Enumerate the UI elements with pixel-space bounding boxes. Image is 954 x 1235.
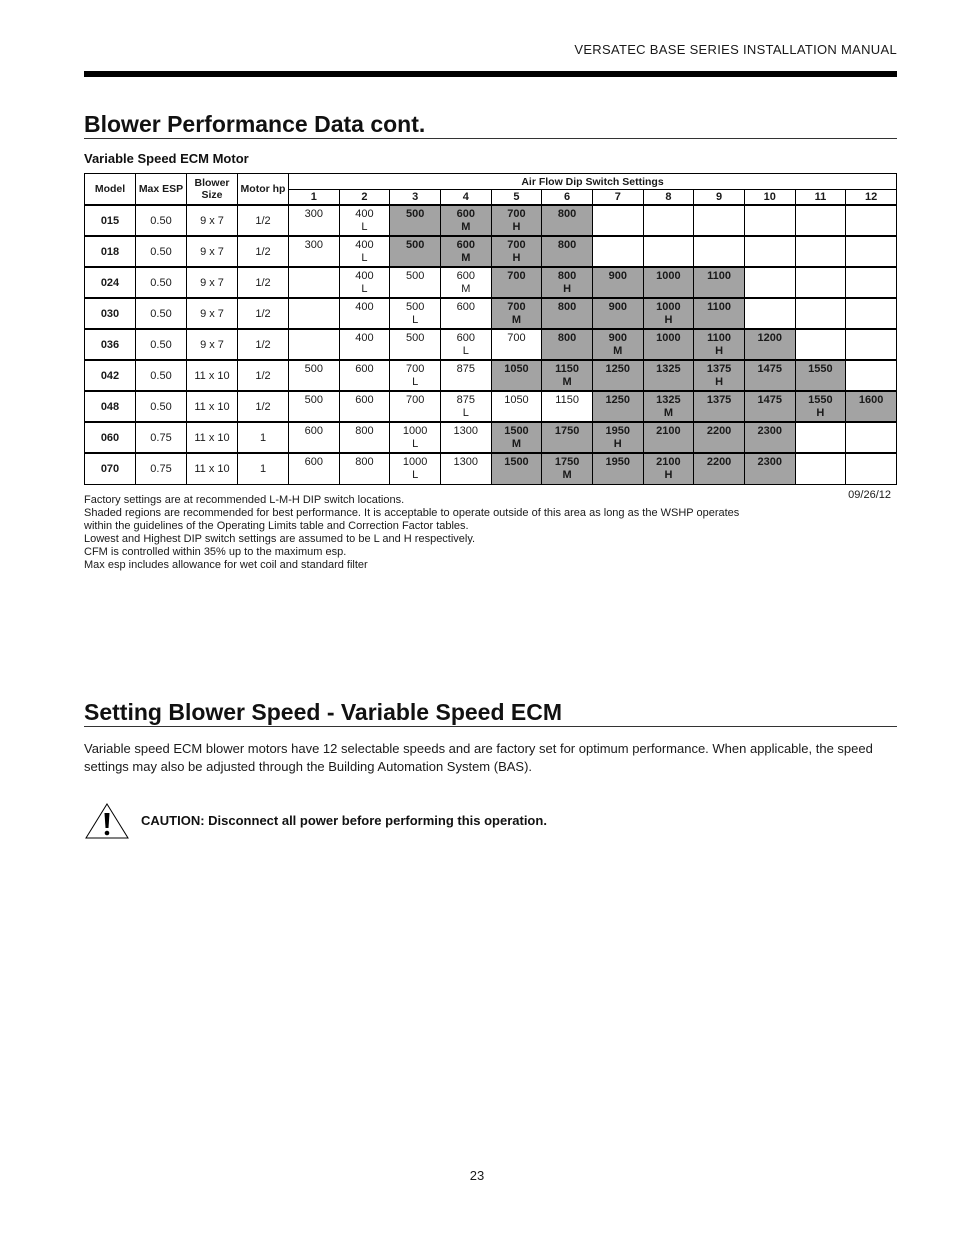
airflow-cell: [744, 391, 795, 422]
cfm-value: 500: [304, 394, 323, 406]
airflow-cell: [744, 329, 795, 360]
max-esp-cell: 0.75: [136, 453, 187, 484]
airflow-cell: [795, 422, 846, 453]
max-esp-cell: 0.50: [136, 267, 187, 298]
motor-hp-cell: 1/2: [238, 236, 289, 267]
model-cell: 060: [85, 422, 136, 453]
motor-hp-cell: 1/2: [238, 298, 289, 329]
airflow-cell: [339, 453, 390, 484]
cfm-value: 2300: [757, 456, 782, 468]
note-line: Factory settings are at recommended L-M-H DIP switch locations.: [84, 494, 405, 506]
speed-marker: L: [462, 345, 469, 357]
header-motor-hp: Motor hp: [238, 174, 289, 206]
cfm-value: 1750: [554, 456, 580, 468]
airflow-cell: [390, 422, 441, 453]
cfm-value: 600: [456, 208, 475, 220]
speed-marker: H: [715, 376, 724, 388]
airflow-cell: [694, 422, 745, 453]
airflow-cell: [542, 453, 593, 484]
airflow-cell: [592, 453, 643, 484]
speed-marker: M: [461, 283, 471, 295]
airflow-cell: [846, 360, 897, 391]
cfm-value: 500: [405, 270, 425, 282]
speed-marker: M: [511, 314, 522, 326]
cfm-value: 800: [557, 239, 577, 251]
airflow-cell: [643, 360, 694, 391]
airflow-cell: [390, 360, 441, 391]
cfm-value: 700: [507, 301, 526, 313]
airflow-cell: [846, 329, 897, 360]
motor-hp-cell: 1/2: [238, 329, 289, 360]
airflow-cell: [542, 360, 593, 391]
section-title-blower-performance: Blower Performance Data cont.: [84, 110, 897, 139]
speed-marker: L: [412, 438, 419, 450]
blower-size-cell: 11 x 10: [187, 422, 238, 453]
cfm-value: 1300: [453, 425, 479, 437]
speed-marker: M: [613, 345, 623, 357]
cfm-value: 1500: [504, 456, 529, 468]
airflow-cell: [339, 236, 390, 267]
cfm-value: 1150: [555, 394, 579, 406]
header-max-esp: Max ESP: [136, 174, 187, 206]
airflow-cell: [744, 236, 795, 267]
airflow-cell: [339, 205, 390, 236]
header-setting-7: 7: [592, 190, 643, 206]
airflow-cell: [440, 267, 491, 298]
airflow-cell: [440, 236, 491, 267]
airflow-cell: [289, 422, 340, 453]
airflow-cell: [694, 391, 745, 422]
cfm-value: 700: [507, 332, 526, 344]
model-cell: 018: [85, 236, 136, 267]
airflow-cell: [289, 329, 340, 360]
airflow-cell: [542, 298, 593, 329]
model-cell: 070: [85, 453, 136, 484]
cfm-value: 800: [557, 208, 577, 220]
airflow-cell: [390, 236, 441, 267]
cfm-value: 1325: [656, 394, 681, 406]
airflow-cell: [440, 453, 491, 484]
cfm-value: 500: [405, 301, 425, 313]
airflow-cell: [390, 298, 441, 329]
cfm-value: 600: [304, 425, 323, 437]
motor-hp-cell: 1/2: [238, 267, 289, 298]
note-line: within the guidelines of the Operating Limits table and Correction Factor tables.: [84, 520, 469, 532]
airflow-cell: [289, 205, 340, 236]
blower-size-cell: 11 x 10: [187, 453, 238, 484]
cfm-value: 1050: [504, 363, 529, 375]
cfm-value: 1250: [605, 363, 630, 375]
cfm-value: 875: [456, 394, 475, 406]
cfm-value: 600: [355, 363, 374, 375]
airflow-cell: [694, 205, 745, 236]
header-setting-9: 9: [694, 190, 745, 206]
airflow-cell: [643, 205, 694, 236]
cfm-value: 800: [557, 270, 577, 282]
airflow-cell: [289, 267, 340, 298]
airflow-cell: [795, 205, 846, 236]
cfm-value: 1000: [656, 301, 681, 313]
airflow-cell: [846, 267, 897, 298]
airflow-cell: [491, 422, 542, 453]
cfm-value: 600: [304, 456, 323, 468]
section-title-setting-blower-speed: Setting Blower Speed - Variable Speed ECM: [84, 698, 897, 727]
airflow-cell: [694, 453, 745, 484]
cfm-value: 900: [608, 332, 627, 344]
cfm-value: 700: [405, 363, 425, 375]
table-row: [85, 205, 897, 236]
airflow-cell: [491, 360, 542, 391]
cfm-value: 2100: [656, 456, 681, 468]
cfm-value: 1325: [656, 363, 681, 375]
airflow-cell: [491, 453, 542, 484]
cfm-value: 400: [355, 270, 374, 282]
airflow-cell: [542, 422, 593, 453]
speed-marker: H: [715, 345, 724, 357]
header-setting-1: 1: [289, 190, 340, 206]
speed-marker: L: [462, 407, 469, 419]
airflow-cell: [643, 453, 694, 484]
blower-performance-table: [84, 173, 897, 485]
airflow-cell: [440, 298, 491, 329]
airflow-cell: [289, 391, 340, 422]
cfm-value: 1475: [757, 394, 782, 406]
header-setting-3: 3: [390, 190, 441, 206]
speed-marker: H: [512, 221, 521, 233]
airflow-cell: [390, 391, 441, 422]
airflow-cell: [339, 391, 390, 422]
cfm-value: 875: [456, 363, 475, 375]
airflow-cell: [440, 360, 491, 391]
max-esp-cell: 0.50: [136, 236, 187, 267]
cfm-value: 300: [304, 208, 323, 220]
header-blower-size: Blower Size: [187, 174, 238, 206]
airflow-cell: [339, 329, 390, 360]
airflow-cell: [744, 422, 795, 453]
airflow-cell: [846, 236, 897, 267]
table-row: [85, 298, 897, 329]
cfm-value: 1100: [707, 270, 732, 282]
model-cell: 015: [85, 205, 136, 236]
model-cell: 024: [85, 267, 136, 298]
airflow-cell: [744, 360, 795, 391]
airflow-cell: [592, 391, 643, 422]
airflow-cell: [694, 236, 745, 267]
blower-size-cell: 9 x 7: [187, 205, 238, 236]
airflow-cell: [795, 298, 846, 329]
cfm-value: 600: [456, 301, 475, 313]
cfm-value: 1600: [858, 394, 884, 406]
motor-hp-cell: 1: [238, 422, 289, 453]
motor-hp-cell: 1/2: [238, 360, 289, 391]
airflow-cell: [643, 236, 694, 267]
airflow-cell: [744, 453, 795, 484]
blower-size-cell: 11 x 10: [187, 391, 238, 422]
airflow-cell: [542, 329, 593, 360]
airflow-cell: [289, 236, 340, 267]
max-esp-cell: 0.50: [136, 360, 187, 391]
cfm-value: 700: [507, 239, 526, 251]
airflow-cell: [542, 267, 593, 298]
airflow-cell: [846, 391, 897, 422]
note-line: Max esp includes allowance for wet coil and standard filter: [84, 559, 368, 571]
header-model: Model: [85, 174, 136, 206]
airflow-cell: [491, 236, 542, 267]
cfm-value: 400: [355, 208, 374, 220]
cfm-value: 300: [304, 239, 323, 251]
blower-size-cell: 9 x 7: [187, 329, 238, 360]
speed-marker: M: [461, 221, 471, 233]
airflow-cell: [643, 298, 694, 329]
airflow-cell: [542, 391, 593, 422]
speed-marker: H: [563, 283, 572, 295]
model-cell: 042: [85, 360, 136, 391]
warning-triangle-icon: [84, 802, 130, 840]
cfm-value: 1000: [656, 270, 681, 282]
cfm-value: 1375: [706, 394, 732, 406]
motor-hp-cell: 1: [238, 453, 289, 484]
table-row: [85, 360, 897, 391]
speed-marker: M: [511, 438, 522, 450]
cfm-value: 700: [405, 394, 425, 406]
model-cell: 030: [85, 298, 136, 329]
airflow-cell: [744, 298, 795, 329]
blower-size-cell: 9 x 7: [187, 236, 238, 267]
cfm-value: 1475: [757, 363, 782, 375]
cfm-value: 800: [557, 332, 577, 344]
caution-message: CAUTION: Disconnect all power before performing this operation.: [141, 813, 547, 828]
speed-marker: L: [361, 221, 368, 233]
note-line: Lowest and Highest DIP switch settings are assumed to be L and H respectively.: [84, 533, 476, 545]
table-row: [85, 391, 897, 422]
setting-description: Variable speed ECM blower motors have 12 selectable speeds and are factory set for optimum performance. When applicable, the speed settings may also be adjusted through the Building Automation System (BAS).: [84, 741, 873, 774]
cfm-value: 400: [355, 332, 374, 344]
airflow-cell: [440, 329, 491, 360]
cfm-value: 1000: [402, 456, 428, 468]
header-setting-8: 8: [643, 190, 694, 206]
cfm-value: 1500: [504, 425, 529, 437]
manual-title: VERSATEC BASE SERIES INSTALLATION MANUAL: [574, 42, 897, 57]
cfm-value: 1000: [656, 332, 681, 344]
note-line: Shaded regions are recommended for best performance. It is acceptable to operate outside of this area as long as the WSHP operates: [84, 507, 740, 519]
cfm-value: 600: [456, 332, 475, 344]
cfm-value: 400: [355, 239, 374, 251]
airflow-cell: [592, 360, 643, 391]
cfm-value: 1100: [707, 332, 732, 344]
speed-marker: M: [562, 469, 572, 481]
header-setting-12: 12: [846, 190, 897, 206]
speed-marker: M: [663, 407, 673, 419]
cfm-value: 1750: [554, 425, 580, 437]
cfm-value: 500: [405, 208, 425, 220]
airflow-cell: [795, 360, 846, 391]
speed-marker: L: [361, 252, 368, 264]
cfm-value: 1050: [504, 394, 529, 406]
airflow-cell: [795, 453, 846, 484]
motor-hp-cell: 1/2: [238, 205, 289, 236]
speed-marker: H: [512, 252, 521, 264]
airflow-cell: [491, 298, 542, 329]
table-row: [85, 422, 897, 453]
airflow-cell: [491, 267, 542, 298]
airflow-cell: [846, 422, 897, 453]
airflow-cell: [440, 205, 491, 236]
airflow-cell: [592, 422, 643, 453]
cfm-value: 2200: [706, 425, 732, 437]
speed-marker: L: [412, 376, 419, 388]
airflow-cell: [846, 205, 897, 236]
table-row: [85, 267, 897, 298]
cfm-value: 2300: [757, 425, 782, 437]
blower-size-cell: 9 x 7: [187, 298, 238, 329]
airflow-cell: [643, 267, 694, 298]
cfm-value: 2200: [706, 456, 732, 468]
model-cell: 036: [85, 329, 136, 360]
cfm-value: 800: [355, 425, 374, 437]
motor-hp-cell: 1/2: [238, 391, 289, 422]
cfm-value: 600: [456, 270, 475, 282]
airflow-cell: [694, 298, 745, 329]
airflow-cell: [440, 391, 491, 422]
cfm-value: 1100: [707, 301, 732, 313]
cfm-value: 500: [405, 332, 425, 344]
airflow-cell: [390, 453, 441, 484]
cfm-value: 1300: [453, 456, 479, 468]
airflow-cell: [846, 453, 897, 484]
speed-marker: H: [816, 407, 825, 419]
speed-marker: H: [664, 469, 673, 481]
note-line: CFM is controlled within 35% up to the maximum esp.: [84, 546, 347, 558]
cfm-value: 2100: [656, 425, 681, 437]
cfm-value: 600: [456, 239, 475, 251]
header-setting-5: 5: [491, 190, 542, 206]
airflow-cell: [694, 329, 745, 360]
airflow-cell: [542, 236, 593, 267]
max-esp-cell: 0.75: [136, 422, 187, 453]
header-setting-11: 11: [795, 190, 846, 206]
page-number: 23: [469, 1168, 485, 1183]
airflow-cell: [592, 298, 643, 329]
cfm-value: 600: [355, 394, 374, 406]
cfm-value: 1200: [757, 332, 782, 344]
cfm-value: 500: [405, 239, 425, 251]
airflow-cell: [744, 267, 795, 298]
speed-marker: L: [361, 283, 368, 295]
airflow-cell: [289, 453, 340, 484]
airflow-cell: [491, 205, 542, 236]
cfm-value: 700: [507, 270, 526, 282]
airflow-cell: [339, 422, 390, 453]
cfm-value: 900: [608, 301, 627, 313]
cfm-value: 500: [304, 363, 323, 375]
airflow-cell: [390, 329, 441, 360]
model-cell: 048: [85, 391, 136, 422]
airflow-cell: [440, 422, 491, 453]
airflow-cell: [542, 205, 593, 236]
speed-marker: L: [412, 469, 419, 481]
cfm-value: 1950: [605, 456, 630, 468]
airflow-cell: [390, 267, 441, 298]
speed-marker: L: [412, 314, 419, 326]
airflow-cell: [289, 298, 340, 329]
speed-marker: H: [613, 438, 622, 450]
airflow-cell: [592, 267, 643, 298]
airflow-cell: [592, 329, 643, 360]
speed-marker: M: [461, 252, 471, 264]
airflow-cell: [795, 391, 846, 422]
blower-size-cell: 11 x 10: [187, 360, 238, 391]
cfm-value: 900: [608, 270, 627, 282]
header-airflow-settings: Air Flow Dip Switch Settings: [289, 174, 897, 190]
airflow-cell: [744, 205, 795, 236]
max-esp-cell: 0.50: [136, 329, 187, 360]
airflow-cell: [846, 298, 897, 329]
table-notes: [84, 494, 844, 572]
speed-marker: M: [562, 376, 572, 388]
airflow-cell: [289, 360, 340, 391]
table-row: [85, 453, 897, 484]
revision-date: 09/26/12: [848, 489, 891, 501]
cfm-value: 800: [557, 301, 577, 313]
table-row: [85, 329, 897, 360]
cfm-value: 800: [355, 456, 374, 468]
airflow-cell: [694, 360, 745, 391]
cfm-value: 400: [355, 301, 374, 313]
header-setting-2: 2: [339, 190, 390, 206]
cfm-value: 1150: [555, 363, 580, 375]
airflow-cell: [694, 267, 745, 298]
cfm-value: 1950: [605, 425, 630, 437]
header-setting-10: 10: [744, 190, 795, 206]
airflow-cell: [643, 391, 694, 422]
airflow-cell: [643, 422, 694, 453]
airflow-cell: [390, 205, 441, 236]
max-esp-cell: 0.50: [136, 391, 187, 422]
airflow-cell: [339, 267, 390, 298]
airflow-cell: [795, 236, 846, 267]
cfm-value: 1000: [402, 425, 428, 437]
table-subtitle: Variable Speed ECM Motor: [84, 151, 249, 166]
airflow-cell: [795, 267, 846, 298]
cfm-value: 700: [507, 208, 526, 220]
header-setting-6: 6: [542, 190, 593, 206]
header-setting-4: 4: [440, 190, 491, 206]
table-row: [85, 236, 897, 267]
max-esp-cell: 0.50: [136, 298, 187, 329]
airflow-cell: [643, 329, 694, 360]
cfm-value: 1250: [605, 394, 630, 406]
airflow-cell: [795, 329, 846, 360]
blower-size-cell: 9 x 7: [187, 267, 238, 298]
airflow-cell: [491, 391, 542, 422]
airflow-cell: [592, 236, 643, 267]
cfm-value: 1550: [808, 394, 833, 406]
airflow-cell: [339, 298, 390, 329]
airflow-cell: [339, 360, 390, 391]
speed-marker: H: [664, 314, 673, 326]
cfm-value: 1550: [808, 363, 833, 375]
airflow-cell: [491, 329, 542, 360]
cfm-value: 1375: [706, 363, 732, 375]
airflow-cell: [592, 205, 643, 236]
header-rule: [84, 71, 897, 77]
max-esp-cell: 0.50: [136, 205, 187, 236]
